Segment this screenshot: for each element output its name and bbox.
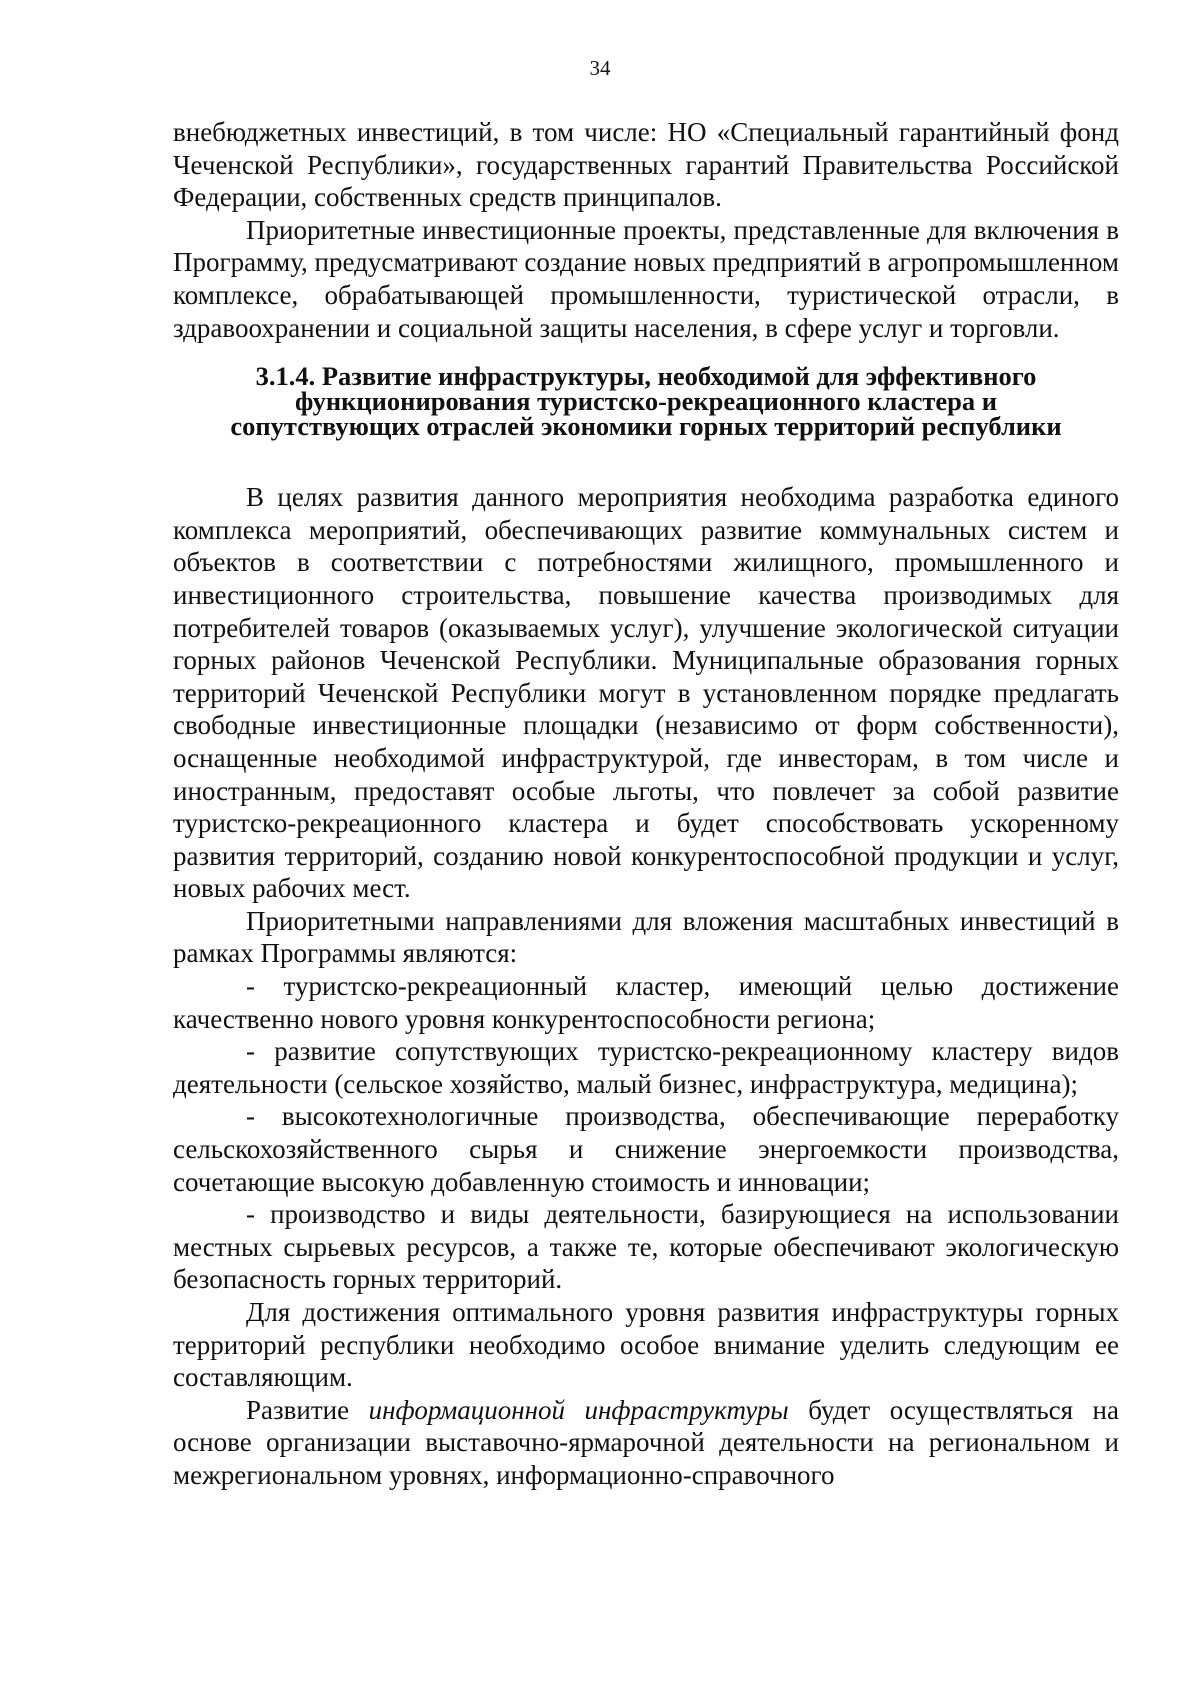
list-item-high-tech-production: - высокотехнологичные производства, обеспечивающие переработку сельскохозяйственного сырья и снижение энергоемкости производства, сочетающие высокую добавленную стоимость и инновации; [173, 1101, 1119, 1197]
text-before-italic: Развитие [246, 1394, 369, 1425]
paragraph-priority-directions: Приоритетными направлениями для вложения масштабных инвестиций в рамках Программы являются: [173, 905, 1119, 969]
list-item-tourism-cluster: - туристско-рекреационный кластер, имеющий целью достижение качественно нового уровня конкурентоспособности региона; [173, 971, 1119, 1034]
text-after-italic: будет осуществляться на основе организации выставочно-ярмарочной деятельности на региональном и межрегиональном уровнях, информационно-справочного [173, 1394, 1119, 1490]
paragraph-priority-projects: Приоритетные инвестиционные проекты, представленные для включения в Программу, предусматривают создание новых предприятий в агропромышленном комплексе, обрабатывающей промышленности, туристической отрасли, в здравоохранении и социальной защиты населения, в сфере услуг и торговли. [173, 214, 1119, 343]
section-heading [173, 361, 1119, 442]
paragraph-optimal-level: Для достижения оптимального уровня развития инфраструктуры горных территорий республики необходимо особое внимание уделить следующим ее составляющим. [173, 1297, 1119, 1393]
section-heading-line-3: сопутствующих отраслей экономики горных территорий республики [230, 411, 1062, 442]
paragraph-continued: внебюджетных инвестиций, в том числе: НО «Специальный гарантийный фонд Чеченской Республики», государственных гарантий Правительства Российской Федерации, собственных средств принципалов. [173, 117, 1119, 213]
section-heading-line-2: функционирования туристско-рекреационного кластера и [294, 386, 998, 417]
paragraph-information-infrastructure [173, 1394, 1119, 1492]
section-heading-line-1: 3.1.4. Развитие инфраструктуры, необходимой для эффективного [255, 361, 1037, 392]
list-item-related-activities: - развитие сопутствующих туристско-рекреационному кластеру видов деятельности (сельское хозяйство, малый бизнес, инфраструктура, медицина); [173, 1036, 1119, 1099]
italic-term: информационной инфраструктуры [368, 1394, 789, 1425]
paragraph-infrastructure-goals: В целях развития данного мероприятия необходима разработка единого комплекса мероприятий, обеспечивающих развитие коммунальных систем и объектов в соответствии с потребностями жилищного, промышленного и инвестиционного строительства, повышение качества производимых для потребителей товаров (оказываемых услуг), улучшение экологической ситуации горных районов Чеченской Республики. Муниципальные образования горных территорий Чеченской Республики могут в установленном порядке предлагать свободные инвестиционные площадки (независимо от форм собственности), оснащенные необходимой инфраструктурой, где инвесторам, в том числе и иностранным, предоставят особые льготы, что повлечет за собой развитие туристско-рекреационного кластера и будет способствовать ускоренному развития территорий, созданию новой конкурентоспособной продукции и услуг, новых рабочих мест. [173, 482, 1119, 904]
document-body [173, 116, 1119, 1492]
list-item-local-resources: - производство и виды деятельности, базирующиеся на использовании местных сырьевых ресурсов, а также те, которые обеспечивают экологическую безопасность горных территорий. [173, 1199, 1119, 1295]
spacer [173, 439, 1119, 481]
page-number: 34 [589, 56, 611, 80]
